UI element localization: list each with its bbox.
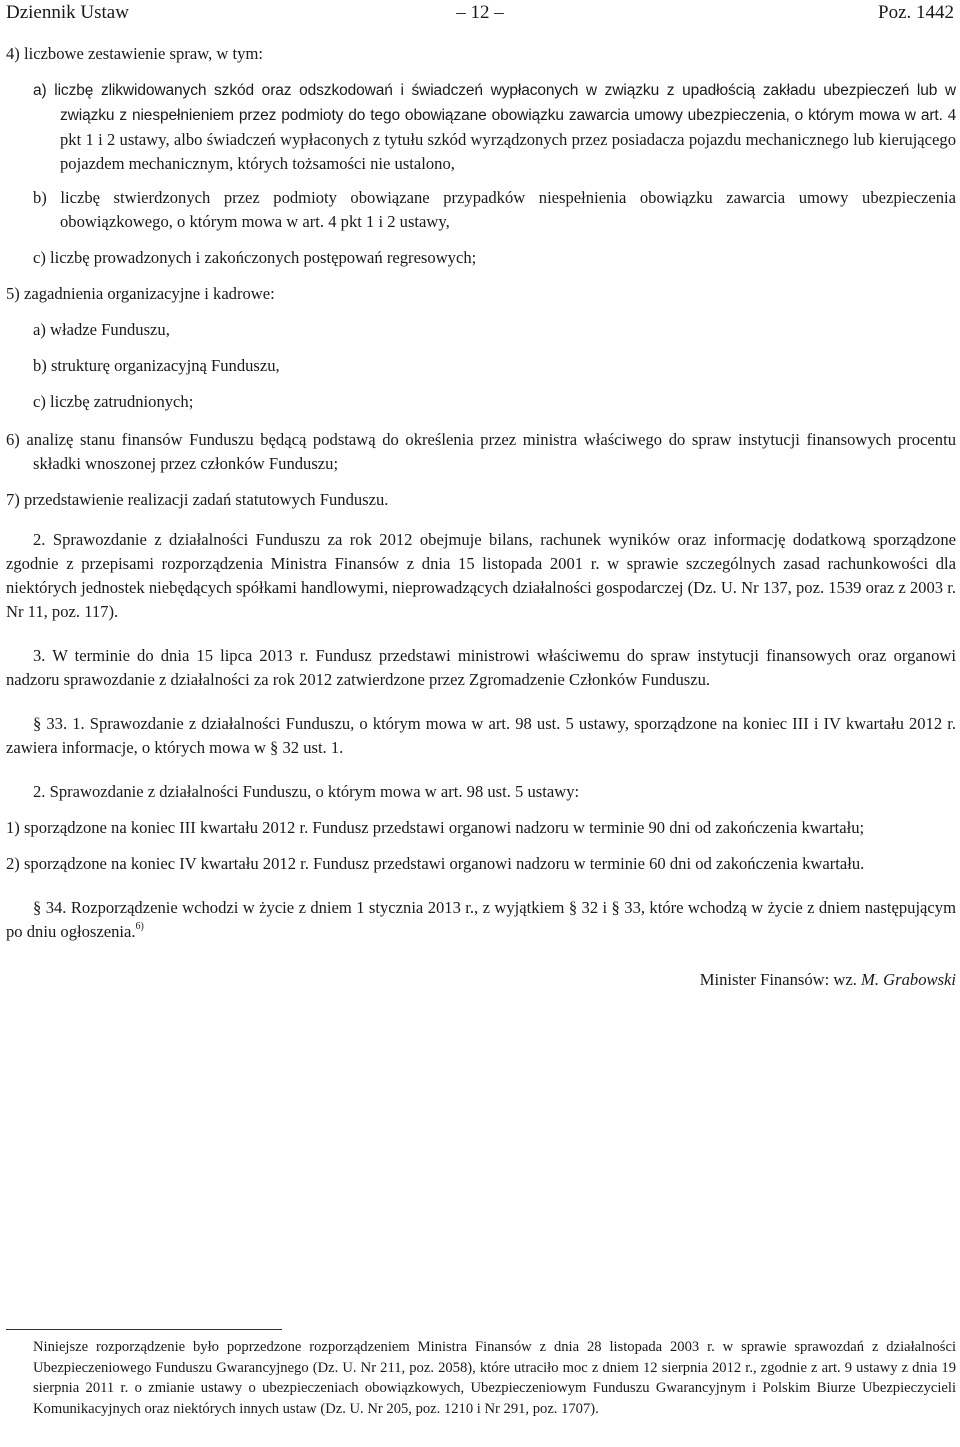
paragraph-34-text: § 34. Rozporządzenie wchodzi w życie z dniem 1 stycznia 2013 r., z wyjątkiem § 32 i § 33, które wchodzą w życie z dniem następującym po dniu ogłoszenia. xyxy=(6,898,956,941)
point-4: 4) liczbowe zestawienie spraw, w tym: xyxy=(6,44,263,63)
point-4c: c) liczbę prowadzonych i zakończonych postępowań regresowych; xyxy=(33,248,477,267)
point-4a-part1: a) liczbę zlikwidowanych szkód oraz odszkodowań i świadczeń wypłaconych w związku z upadłością zakładu ubezpieczeń lub w związku z niespełnieniem przez podmioty do tego obowiązane obowiązku zawarcia umowy ubezpieczenia, o którym mowa w art. xyxy=(33,82,956,124)
signature-prefix: Minister Finansów: wz. xyxy=(699,970,862,989)
paragraph-33-2-1: 1) sporządzone na koniec III kwartału 2012 r. Fundusz przedstawi organowi nadzoru w terminie 90 dni od zakończenia kwartału; xyxy=(6,818,865,837)
point-4a xyxy=(6,78,956,176)
point-6: 6) analizę stanu finansów Funduszu będącą podstawą do określenia przez ministra właściwego do spraw instytucji finansowych procentu składki wnoszonej przez członków Funduszu; xyxy=(6,430,956,473)
point-5c: c) liczbę zatrudnionych; xyxy=(33,392,194,411)
position-number: Poz. 1442 xyxy=(878,2,954,23)
footnote-text: Niniejsze rozporządzenie było poprzedzone rozporządzeniem Ministra Finansów z dnia 28 listopada 2003 r. w sprawie sprawozdań z działalności Ubezpieczeniowego Funduszu Gwarancyjnego (Dz. U. Nr 211, poz. 2058), które utraciło moc z dniem 12 sierpnia 2012 r., zgodnie z art. 9 ustawy z dnia 19 sierpnia 2011 r. o zmianie ustawy o ubezpieczeniach obowiązkowych, Ubezpieczeniowym Funduszu Gwarancyjnym i Polskim Biurze Ubezpieczycieli Komunikacyjnych oraz niektórych innych ustaw (Dz. U. Nr 205, poz. 1210 i Nr 291, poz. 1707). xyxy=(33,1339,956,1417)
footnote-body xyxy=(6,1337,956,1419)
footnote-reference[interactable]: 6) xyxy=(135,921,144,933)
paragraph-34 xyxy=(6,896,956,944)
point-5b: b) strukturę organizacyjną Funduszu, xyxy=(33,356,280,375)
point-5: 5) zagadnienia organizacyjne i kadrowe: xyxy=(6,284,275,303)
signature-name: M. Grabowski xyxy=(861,970,956,989)
section-2: 2. Sprawozdanie z działalności Funduszu za rok 2012 obejmuje bilans, rachunek wyników oraz informację dodatkową sporządzone zgodnie z przepisami rozporządzenia Ministra Finansów z dnia 15 listopada 2001 r. w sprawie szczególnych zasad rachunkowości dla niektórych jednostek niebędących spółkami handlowymi, nieprowadzących działalności gospodarczej (Dz. U. Nr 137, poz. 1539 oraz z 2003 r. Nr 11, poz. 117). xyxy=(6,530,956,621)
paragraph-33-2: 2. Sprawozdanie z działalności Funduszu, o którym mowa w art. 98 ust. 5 ustawy: xyxy=(33,782,580,801)
point-4b: b) liczbę stwierdzonych przez podmioty obowiązane przypadków niespełnienia obowiązku zawarcia umowy ubezpieczenia obowiązkowego, o którym mowa w art. 4 pkt 1 i 2 ustawy, xyxy=(33,188,956,231)
signature xyxy=(6,968,956,992)
paragraph-33-2-2: 2) sporządzone na koniec IV kwartału 2012 r. Fundusz przedstawi organowi nadzoru w terminie 60 dni od zakończenia kwartału. xyxy=(6,854,865,873)
footnote-divider xyxy=(6,1329,282,1330)
footnote xyxy=(6,1337,956,1419)
point-7: 7) przedstawienie realizacji zadań statutowych Funduszu. xyxy=(6,490,389,509)
page-number: – 12 – xyxy=(456,2,504,23)
paragraph-33-1: § 33. 1. Sprawozdanie z działalności Funduszu, o którym mowa w art. 98 ust. 5 ustawy, sporządzone na koniec III i IV kwartału 2012 r. zawiera informacje, o których mowa w § 32 ust. 1. xyxy=(6,714,956,757)
point-5a: a) władze Funduszu, xyxy=(33,320,170,339)
point-4a-part2: 4 pkt 1 i 2 ustawy, albo świadczeń wypłaconych z tytułu szkód wyrządzonych przez posiadacza pojazdu mechanicznego lub kierującego pojazdem mechanicznym, których tożsamości nie ustalono, xyxy=(60,105,957,173)
page-header xyxy=(6,2,954,26)
section-3: 3. W terminie do dnia 15 lipca 2013 r. Fundusz przedstawi ministrowi właściwemu do spraw instytucji finansowych oraz organowi nadzoru sprawozdanie z działalności za rok 2012 zatwierdzone przez Zgromadzenie Członków Funduszu. xyxy=(6,646,956,689)
document-body xyxy=(6,42,956,1009)
journal-title: Dziennik Ustaw xyxy=(6,2,129,23)
